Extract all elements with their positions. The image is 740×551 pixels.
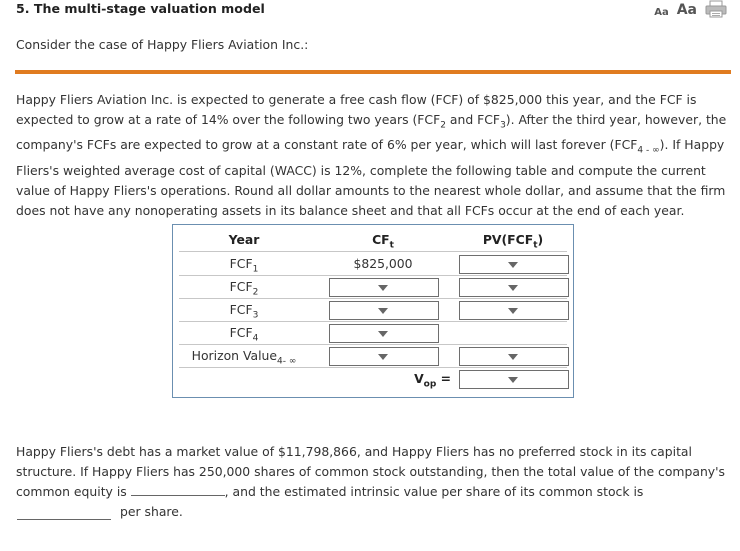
cf-fcf3-select[interactable] — [329, 301, 439, 320]
pv-fcf3-select[interactable] — [459, 301, 569, 320]
table-row — [179, 276, 567, 299]
increase-font-button[interactable]: Aa — [676, 2, 697, 18]
per-share-input[interactable] — [17, 511, 111, 520]
per-share-label: per share. — [120, 504, 183, 519]
print-icon[interactable] — [705, 0, 727, 18]
table-header-row — [179, 229, 567, 252]
pv-fcf1-select[interactable] — [459, 255, 569, 274]
cf1-value: $825,000 — [353, 256, 413, 271]
question-title: 5. The multi-stage valuation model — [16, 1, 265, 16]
cf-horizon-select[interactable] — [329, 347, 439, 366]
problem-paragraph: Happy Fliers Aviation Inc. is expected to generate a free cash flow (FCF) of $825,000 this year, and the FCF is expected to grow at a rate of 14% over the following two years ($FCF_2$ and $FCF_3$). After the third year, however, the company's FCFs are expected to grow at a constant rate of 6% per year, which will last forever $(FCF_{4 - \infty})$. If Happy Fliers's weighted average cost of capital (WACC) is 12%, complete the following table and compute the current value of Happy Fliers's operations. Round all dollar amounts to the nearest whole dollar, and assume that the firm does not have any nonoperating assets in its balance sheet and that all FCFs occur at the end of each year. — [16, 92, 727, 218]
row-label: Horizon Value$_{4- \infty}$ — [191, 348, 297, 367]
row-label: $FCF_4$ — [229, 325, 259, 344]
header-pv: $PV(FCF_t)$ — [482, 232, 544, 251]
row-label: $FCF_1$ — [229, 256, 259, 275]
font-tools — [654, 0, 727, 18]
divider — [15, 70, 731, 74]
vop-select[interactable] — [459, 370, 569, 389]
table-row — [179, 322, 567, 345]
valuation-table — [172, 224, 574, 398]
vop-label: $V_{op}$ = — [414, 371, 451, 390]
cf-fcf2-select[interactable] — [329, 278, 439, 297]
pv-fcf2-select[interactable] — [459, 278, 569, 297]
row-label: $FCF_3$ — [229, 302, 259, 321]
decrease-font-button[interactable]: Aa — [654, 7, 669, 18]
equity-paragraph: Happy Fliers's debt has a market value of $11,798,866, and Happy Fliers has no preferred stock in its capital structure. If Happy Fliers has 250,000 shares of common stock outstanding, then the total value of the company's common equity is , and the estimated intrinsic value per share of its common stock is — [16, 444, 725, 499]
question-intro: Consider the case of Happy Fliers Aviation Inc.: — [16, 37, 309, 52]
table-row — [179, 345, 567, 368]
header-cf: $CF_t$ — [372, 232, 394, 251]
vop-row — [179, 368, 567, 390]
total-equity-input[interactable] — [131, 483, 225, 496]
header-year: Year — [228, 232, 260, 247]
row-label: $FCF_2$ — [229, 279, 259, 298]
table-row — [179, 253, 567, 276]
cf-fcf4-select[interactable] — [329, 324, 439, 343]
table-row — [179, 299, 567, 322]
pv-horizon-select[interactable] — [459, 347, 569, 366]
